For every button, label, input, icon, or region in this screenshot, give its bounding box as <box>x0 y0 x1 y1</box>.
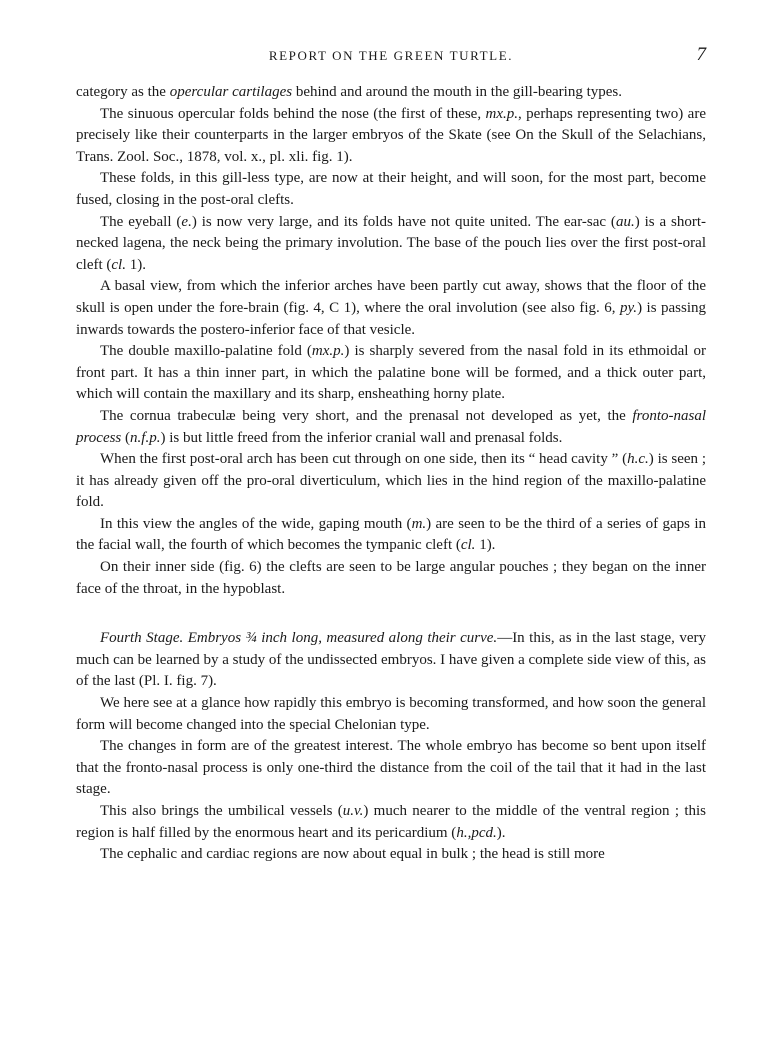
text-run: , perhaps representing two) are precisely like their counterparts in the larger embryos of the Skate (see On the Skull of the Selachians, Trans. Zool. Soc., 1878, vol. x., pl. xli. fig. 1). <box>76 105 706 165</box>
text-run: category as the <box>76 84 170 100</box>
paragraph <box>76 801 706 844</box>
paragraph <box>76 168 706 211</box>
text-run: The sinuous opercular folds behind the nose (the first of these, <box>100 105 486 122</box>
paragraph <box>76 212 706 277</box>
text-run: ). <box>496 824 506 841</box>
text-run: ) is passing inwards towards the postero-inferior face of that vesicle. <box>76 299 706 338</box>
italic-run: fronto-nasal process <box>76 407 706 446</box>
text-run: The cornua trabeculæ being very short, and the prenasal not developed as yet, the <box>100 407 633 424</box>
text-run: 1). <box>125 256 146 273</box>
italic-run: cl. <box>111 256 126 273</box>
text-run: ) are seen to be the third of a series of gaps in the facial wall, the fourth of which becomes the tympanic cleft ( <box>76 515 706 554</box>
text-run: 1). <box>475 537 496 554</box>
text-run: These folds, in this gill-less type, are now at their height, and will soon, for the most part, become fused, closing in the post-oral clefts. <box>76 170 706 208</box>
body-text <box>76 82 706 866</box>
text-run: When the first post-oral arch has been cut through on one side, then its “ head cavity ” ( <box>100 451 628 468</box>
italic-run: Fourth Stage. Embryos ¾ inch long, measured along their curve. <box>100 630 498 647</box>
text-run: ) is a short-necked lagena, the neck being the primary involution. The base of the pouch lies over the first post-oral cleft ( <box>76 213 706 273</box>
italic-run: n.f.p. <box>130 429 161 446</box>
paragraph <box>76 406 706 449</box>
italic-run: mx.p. <box>485 105 519 122</box>
italic-run: cl. <box>460 537 476 554</box>
paragraph <box>76 82 706 104</box>
text-run: On their inner side (fig. 6) the clefts are seen to be large angular pouches ; they began on the inner face of the throat, in the hypoblast. <box>76 559 706 597</box>
text-run: ) much nearer to the middle of the ventral region ; this region is half filled by the enormous heart and its pericardium ( <box>76 803 706 841</box>
running-head <box>76 44 706 68</box>
text-run: ) is but little freed from the inferior cranial wall and prenasal folds. <box>160 429 563 446</box>
paragraph <box>76 341 706 406</box>
text-run: The eyeball ( <box>100 213 182 230</box>
italic-run: opercular cartilages <box>169 84 293 100</box>
italic-run: mx.p. <box>311 343 345 360</box>
text-run: ) is seen ; it has already given off the pro-oral diverticulum, which lies in the hind region of the maxillo-palatine fold. <box>76 451 707 511</box>
paragraph <box>76 844 706 866</box>
text-run: This also brings the umbilical vessels ( <box>100 803 343 819</box>
stage-heading-paragraph <box>76 628 706 693</box>
text-run: ) is now very large, and its folds have not quite united. The ear-sac ( <box>191 213 616 230</box>
italic-run: h.c. <box>627 451 649 468</box>
italic-run: h.,pcd. <box>456 824 497 841</box>
page <box>76 44 706 866</box>
text-run: In this view the angles of the wide, gaping mouth ( <box>100 515 412 532</box>
paragraph <box>76 514 706 557</box>
page-number: 7 <box>696 44 706 65</box>
text-run: The changes in form are of the greatest interest. The whole embryo has become so bent upon itself that the fronto-nasal process is only one-third the distance from the coil of the tail that it had in the last stage. <box>76 738 706 798</box>
italic-run: u.v. <box>342 803 364 819</box>
italic-run: m. <box>411 515 427 532</box>
text-run: behind and around the mouth in the gill-bearing types. <box>292 84 622 100</box>
italic-run: au. <box>615 213 635 230</box>
text-run: ( <box>121 429 131 446</box>
text-run: —In this, as in the last stage, very much can be learned by a study of the undissected embryos. I have given a complete side view of this, as of the last (Pl. I. fig. 7). <box>76 630 706 690</box>
paragraph <box>76 276 706 341</box>
running-title: REPORT ON THE GREEN TURTLE. <box>268 48 514 63</box>
paragraph <box>76 736 706 801</box>
text-run: A basal view, from which the inferior arches have been partly cut away, shows that the floor of the skull is open under the fore-brain (fig. 4, C 1), where the oral involution (see also fig. 6, <box>76 278 706 316</box>
paragraph <box>76 104 706 169</box>
paragraph <box>76 449 706 514</box>
paragraph <box>76 693 706 736</box>
italic-run: e. <box>181 213 192 230</box>
italic-run: py. <box>619 299 638 316</box>
text-run: The cephalic and cardiac regions are now about equal in bulk ; the head is still more <box>100 846 605 863</box>
text-run: ) is sharply severed from the nasal fold in its ethmoidal or front part. It has a thin inner part, in which the palatine bone will be formed, and a thick outer part, which will contain the maxillary and its sharp, ensheathing horny plate. <box>76 343 706 403</box>
paragraph <box>76 557 706 600</box>
text-run: The double maxillo-palatine fold ( <box>100 343 312 360</box>
text-run: We here see at a glance how rapidly this embryo is becoming transformed, and how soon the general form will become changed into the special Chelonian type. <box>76 695 706 733</box>
